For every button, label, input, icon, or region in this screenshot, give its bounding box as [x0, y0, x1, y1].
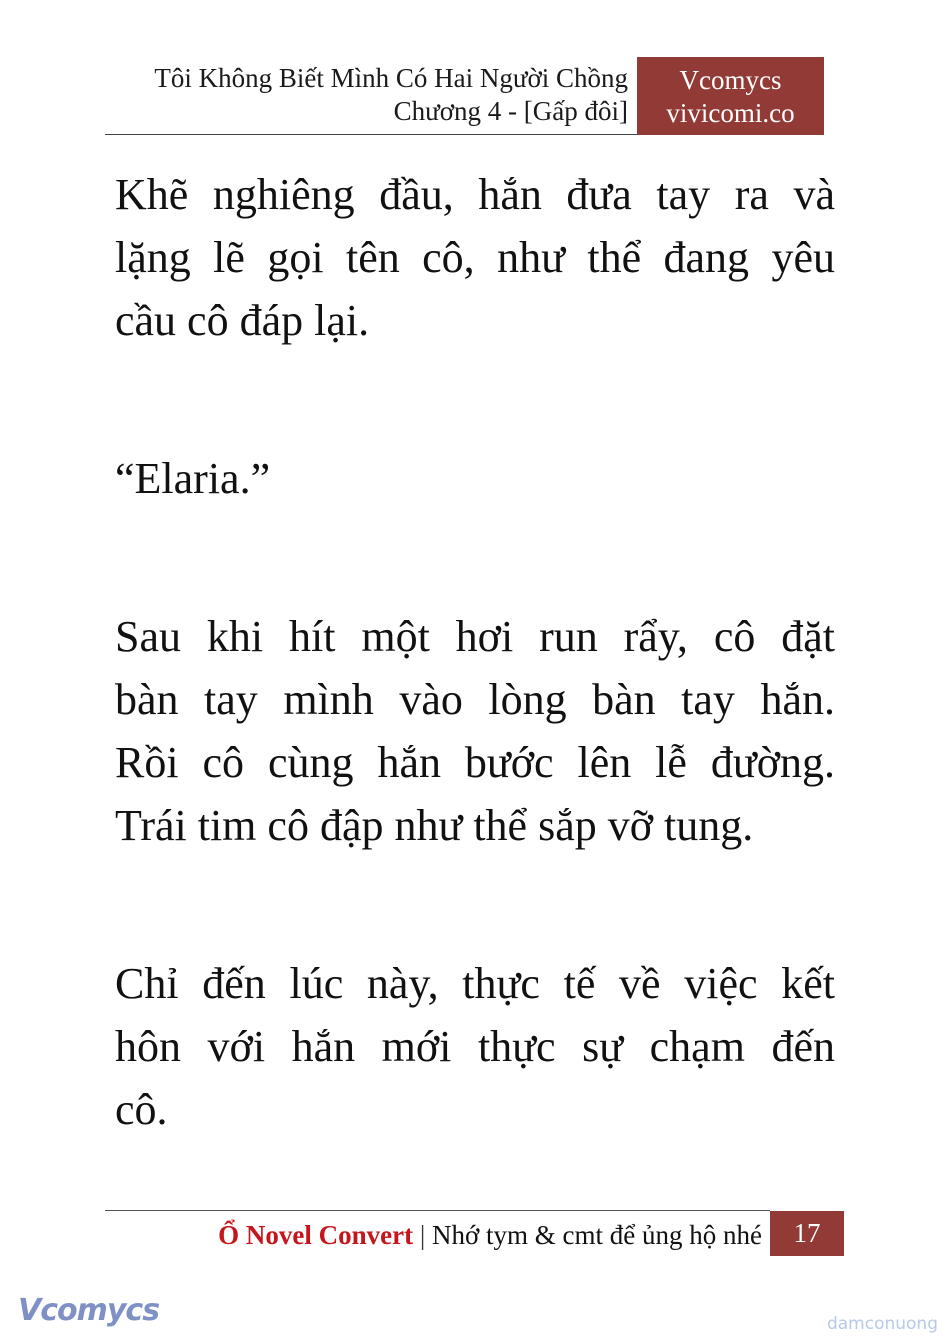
footer-message: Nhớ tym & cmt để ủng hộ nhé: [432, 1220, 762, 1250]
page-body: [115, 163, 835, 1236]
watermark-right: damconuong: [826, 1314, 938, 1334]
footer-divider: [105, 1210, 770, 1211]
paragraph: [115, 952, 835, 1141]
text-line: cầu cô đáp lại.: [115, 296, 370, 345]
book-title: Tôi Không Biết Mình Có Hai Người Chồng: [154, 63, 628, 93]
text-line: “Elaria.”: [115, 454, 271, 503]
paragraph: [115, 163, 835, 352]
text-line: hôn với hắn mới thực sự chạm đến: [115, 1022, 835, 1071]
header-divider: [105, 134, 637, 135]
text-line: bàn tay mình vào lòng bàn tay hắn.: [115, 675, 835, 724]
text-line: cô.: [115, 1085, 168, 1134]
footer-brand: Ổ Novel Convert: [218, 1220, 414, 1250]
footer-separator: |: [419, 1220, 426, 1250]
header-site: vivicomi.co: [666, 98, 795, 128]
page-footer: [218, 1218, 762, 1252]
text-line: Rồi cô cùng hắn bước lên lễ đường.: [115, 738, 835, 787]
header-brand-box: [637, 57, 824, 135]
header-brand: Vcomycs: [679, 65, 782, 95]
page-header: [154, 62, 628, 128]
text-line: Khẽ nghiêng đầu, hắn đưa tay ra và: [115, 170, 835, 219]
text-line: Sau khi hít một hơi run rẩy, cô đặt: [115, 612, 835, 661]
page-number: 17: [770, 1211, 844, 1256]
text-line: lặng lẽ gọi tên cô, như thể đang yêu: [115, 233, 835, 282]
paragraph: [115, 605, 835, 857]
paragraph: [115, 447, 835, 510]
text-line: Trái tim cô đập như thể sắp vỡ tung.: [115, 801, 754, 850]
chapter-title: Chương 4 - [Gấp đôi]: [393, 96, 628, 126]
watermark-logo-left: Vcomycs: [18, 1293, 160, 1328]
text-line: Chỉ đến lúc này, thực tế về việc kết: [115, 959, 835, 1008]
